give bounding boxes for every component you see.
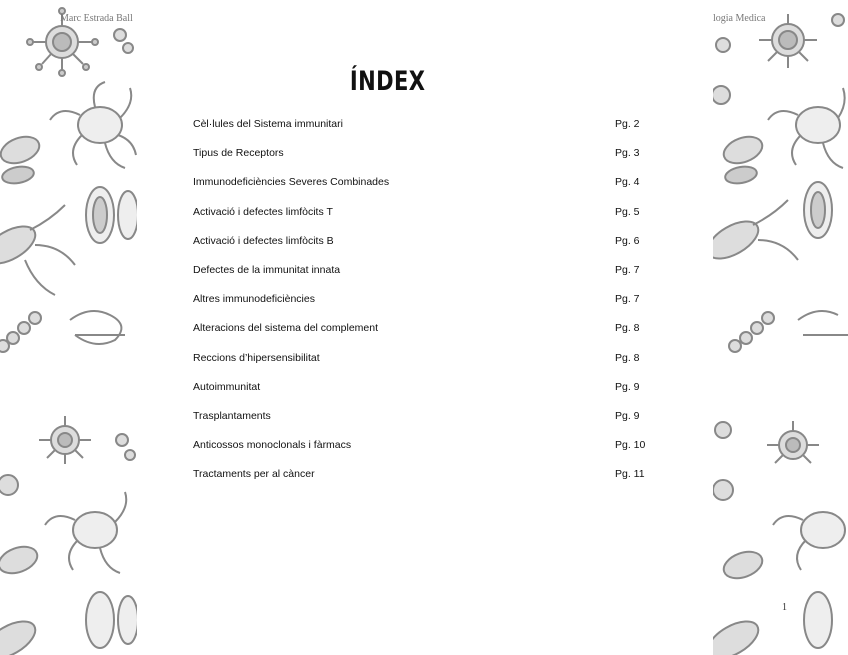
toc-entry[interactable] (193, 170, 663, 199)
toc-entry-title: Altres immunodeficiències (193, 293, 315, 306)
toc-entry-title: Defectes de la immunitat innata (193, 263, 341, 276)
page-title: ÍNDEX (349, 66, 426, 97)
toc-entry-page: Pg. 10 (615, 439, 646, 452)
toc-entry[interactable] (193, 346, 663, 375)
right-microbe-illustration (713, 0, 848, 655)
toc-entry-page: Pg. 7 (615, 293, 640, 306)
toc-entry-page: Pg. 3 (615, 147, 640, 160)
toc-entry[interactable] (193, 316, 663, 345)
toc-entry-page: Pg. 9 (615, 409, 640, 422)
toc-entry-title: Activació i defectes limfòcits B (193, 234, 334, 247)
toc-entry-page: Pg. 2 (615, 118, 640, 130)
toc-entry-title: Immunodeficiències Severes Combinades (193, 176, 390, 189)
toc-entry-page: Pg. 5 (615, 205, 640, 218)
toc-entry-page: Pg. 8 (615, 351, 640, 364)
toc-entry-title: Cèl·lules del Sistema immunitari (193, 118, 343, 130)
toc-entry-title: Trasplantaments (193, 409, 271, 422)
toc-entry[interactable] (193, 404, 663, 433)
toc-entry-page: Pg. 8 (615, 322, 640, 335)
toc-entry[interactable] (193, 287, 663, 316)
header-author: Marc Estrada Ball (60, 13, 133, 24)
toc-entry-title: Anticossos monoclonals i fàrmacs (193, 439, 352, 452)
toc-entry[interactable] (193, 258, 663, 287)
toc-entry[interactable] (193, 375, 663, 404)
toc-entry[interactable] (193, 229, 663, 258)
toc-entry[interactable] (193, 112, 663, 141)
toc-entry-page: Pg. 11 (615, 468, 645, 481)
toc-entry-page: Pg. 6 (615, 234, 640, 247)
left-microbe-illustration (0, 0, 137, 655)
toc-entry[interactable] (193, 200, 663, 229)
toc-entry[interactable] (193, 141, 663, 170)
page-number: 1 (782, 602, 787, 613)
toc-entry[interactable] (193, 433, 663, 462)
toc-entry-title: Activació i defectes limfòcits T (193, 205, 333, 218)
toc-entry-page: Pg. 4 (615, 176, 640, 189)
toc-entry-page: Pg. 9 (615, 380, 640, 393)
toc-entry-title: Alteracions del sistema del complement (193, 322, 379, 335)
toc-entry-title: Tractaments per al càncer (193, 468, 315, 481)
toc-entry[interactable] (193, 462, 663, 491)
toc-entry-title: Tipus de Receptors (193, 147, 284, 160)
toc-entry-page: Pg. 7 (615, 263, 640, 276)
header-subject: logia Medica (713, 13, 766, 24)
table-of-contents (193, 112, 663, 491)
toc-entry-title: Reccions d’hipersensibilitat (193, 351, 320, 364)
toc-entry-title: Autoimmunitat (193, 380, 261, 393)
